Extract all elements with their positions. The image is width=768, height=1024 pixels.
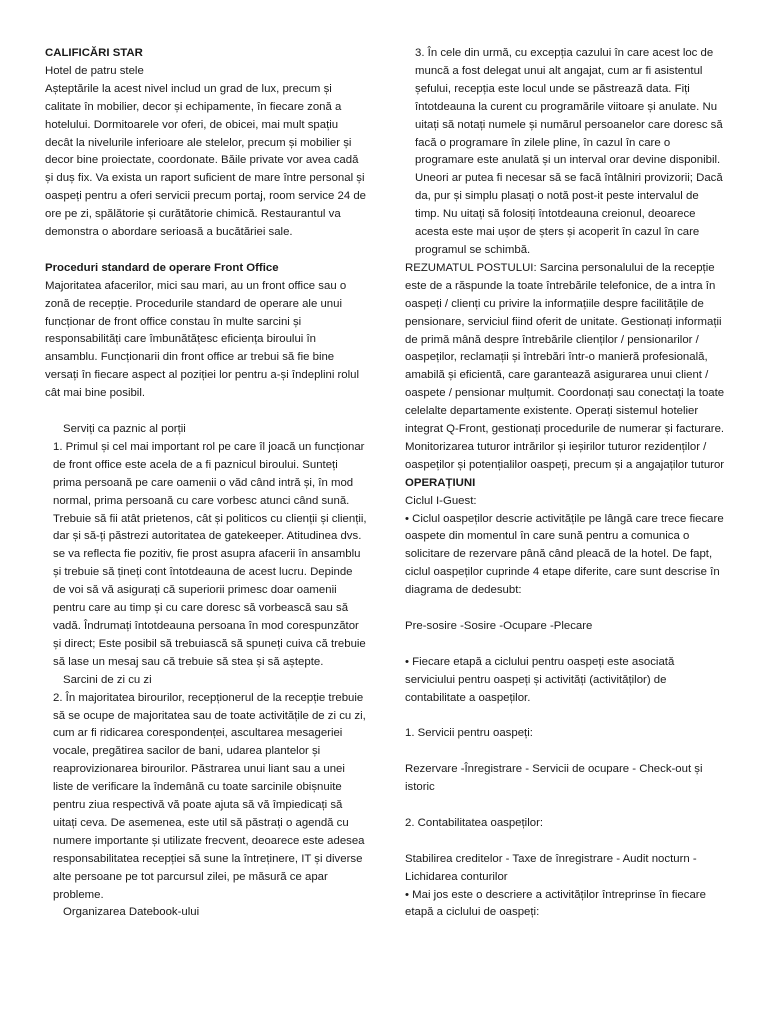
gatekeeper-item: 1. Primul și cel mai important rol pe care îl joacă un funcționar de front office este acela de a fi paznicul biroului. Sunteți prima persoană pe care oamenii o văd când intră și, în mod normal, prima persoană cu care vorbesc atunci când sună. Trebuie să fii atât prietenos, cât și politicos cu clienții și clienții, dar și să-ți păstrezi autoritatea de gatekeeper. Atitudinea dvs. se va reflecta fie pozitiv, fie prost asupra afacerii în ansamblu și trebuie să țineți cont întotdeauna de acest lucru. Depinde de voi să vă asigurați că superiorii primesc doar oamenii pentru care au timp și cu care doresc să vorbească sau să vadă. Îndrumați întotdeauna persoana în mod corespunzător și direct; Este posibil să trebuiască să spuneți cuiva că trebuie să lase un mesaj sau că trebuie să stea și să aștepte.: [53, 440, 367, 668]
front-office-intro: Majoritatea afacerilor, mici sau mari, au un front office sau o zonă de recepție. Procedurile standard de operare ale unui funcționar de front office constau în multe sarcini și responsabilități care îmbunătățesc eficiența biroului în ansamblu. Funcționarii din front office ar trebui să fie bine versați în fiecare aspect al poziției lor pentru a-și îndeplini rolul cât mai bine posibil.: [45, 279, 360, 400]
star-qualifications-heading: CALIFICĂRI STAR: [45, 47, 143, 59]
datebook-subheading: Organizarea Datebook-ului: [63, 906, 200, 919]
job-summary: REZUMATUL POSTULUI: Sarcina personalului de la recepție este de a răspunde la toate întrebările telefonice, de a intra în oaspeți / clienți cu privire la informațiile despre facilitățile de pensionare, serviciul fiind oferit de unitate. Gestionați informații de primă mână despre întrebările clienților / pensionarilor / oaspeților, reclamații și întrebări într-o manieră profesională, amabilă și eficientă, care garantează asigurarea unui client / oaspete / pensionar mulțumit. Coordonați sau conectați la toate celelalte departamente existente. Operați sistemul hotelier integrat Q-Front, gestionați procedurile de numerar și facturare. Monitorizarea tuturor intrărilor și ieșirilor tuturor rezidenților / oaspeților și potențialilor oaspeți, precum și a angajaților tuturor: [405, 261, 725, 471]
right-column: [405, 45, 725, 922]
guest-accounting-title: 2. Contabilitatea oaspeților:: [405, 816, 544, 829]
guest-accounting-list: Stabilirea creditelor - Taxe de înregistrare - Audit nocturn - Lichidarea conturilor: [405, 852, 697, 883]
guest-cycle-bullet: • Ciclul oaspeților descrie activitățile pe lângă care trece fiecare oaspete din momentul în care sună pentru a comunica o solicitare de rezervare până când pleacă de la hotel. De fapt, ciclul oaspeților cuprinde 4 etape diferite, care sunt descrise în diagrama de dedesubt:: [405, 512, 724, 597]
guest-services-list: Rezervare -Înregistrare - Servicii de ocupare - Check-out și istoric: [405, 763, 703, 794]
operations-heading: OPERAȚIUNI: [405, 476, 476, 489]
daily-tasks-item: 2. În majoritatea birourilor, recepționerul de la recepție trebuie să se ocupe de majoritatea sau de toate activitățile de zi cu zi, cum ar fi ridicarea corespondenței, ascultarea mesageriei vocale, pregătirea sacilor de bani, udarea plantelor și reaprovizionarea birourilor. Păstrarea unui liant sau a unei liste de verificare la îndemână cu toate sarcinile obișnuite pentru ziua respectivă vă poate ajuta să vă împiedicați să uitați ceva. De asemenea, este util să păstrați o agendă cu numere importante și utilizate frecvent, deoarece este adesea responsabilitatea recepției să sune la întreținere, IT și diverse alte persoane pe tot parcursul zilei, pe măsură ce apar probleme.: [53, 691, 366, 901]
guest-cycle-title: Ciclul I-Guest:: [405, 494, 477, 507]
gatekeeper-subheading: Serviți ca paznic al porții: [63, 423, 186, 435]
datebook-item: 3. În cele din urmă, cu excepția cazului în care acest loc de muncă a fost delegat unui alt angajat, cum ar fi asistentul șefului, recepția este locul unde se păstrează data. Fiți întotdeauna la curent cu programările viitoare și anulate. Nu uitați să notați numele și numărul persoanelor care doresc să facă o programare în zilele pline, în cazul în care o programare este anulată și un interval orar devine disponibil. Uneori ar putea fi necesar să se facă întâlniri provizorii; Dacă da, pur și simplu plasați o notă post-it peste intervalul de timp. Nu uitați să folosiți întotdeauna creionul, deoarece acesta este mai ușor de șters și acoperit în cazul în care programul se schimbă.: [415, 47, 723, 256]
front-office-sop-heading: Proceduri standard de operare Front Office: [45, 261, 279, 274]
four-star-hotel-subheading: Hotel de patru stele: [45, 64, 144, 77]
cycle-stages: Pre-sosire -Sosire -Ocupare -Plecare: [405, 619, 593, 632]
four-star-description: Așteptările la acest nivel includ un grad de lux, precum și calitate în mobilier, decor și echipamente, în fiecare zonă a hotelului. Dormitoarele vor oferi, de obicei, mai mult spațiu decât la nivelurile inferioare ale stelelor, precum și mobilier și decor bine proiectate, coordonate. Băile private vor avea cadă și duș fix. Va exista un raport suficient de mare între personal și oaspeți pentru a oferi servicii precum portaj, room service 24 de ore pe zi, spălătorie și curătătorie chimică. Restaurantul va demonstra o abordare serioasă a bucătăriei sale.: [45, 82, 366, 239]
guest-services-title: 1. Servicii pentru oaspeți:: [405, 727, 533, 740]
left-column: [45, 45, 367, 922]
activities-description-bullet: • Mai jos este o descriere a activităților întreprinse în fiecare etapă a ciclului de oaspeți:: [405, 888, 706, 919]
stage-association-bullet: • Fiecare etapă a ciclului pentru oaspeți este asociată serviciului pentru oaspeți și activități (activităților) de contabilitate a oaspeților.: [405, 655, 675, 704]
daily-tasks-subheading: Sarcini de zi cu zi: [63, 673, 152, 686]
